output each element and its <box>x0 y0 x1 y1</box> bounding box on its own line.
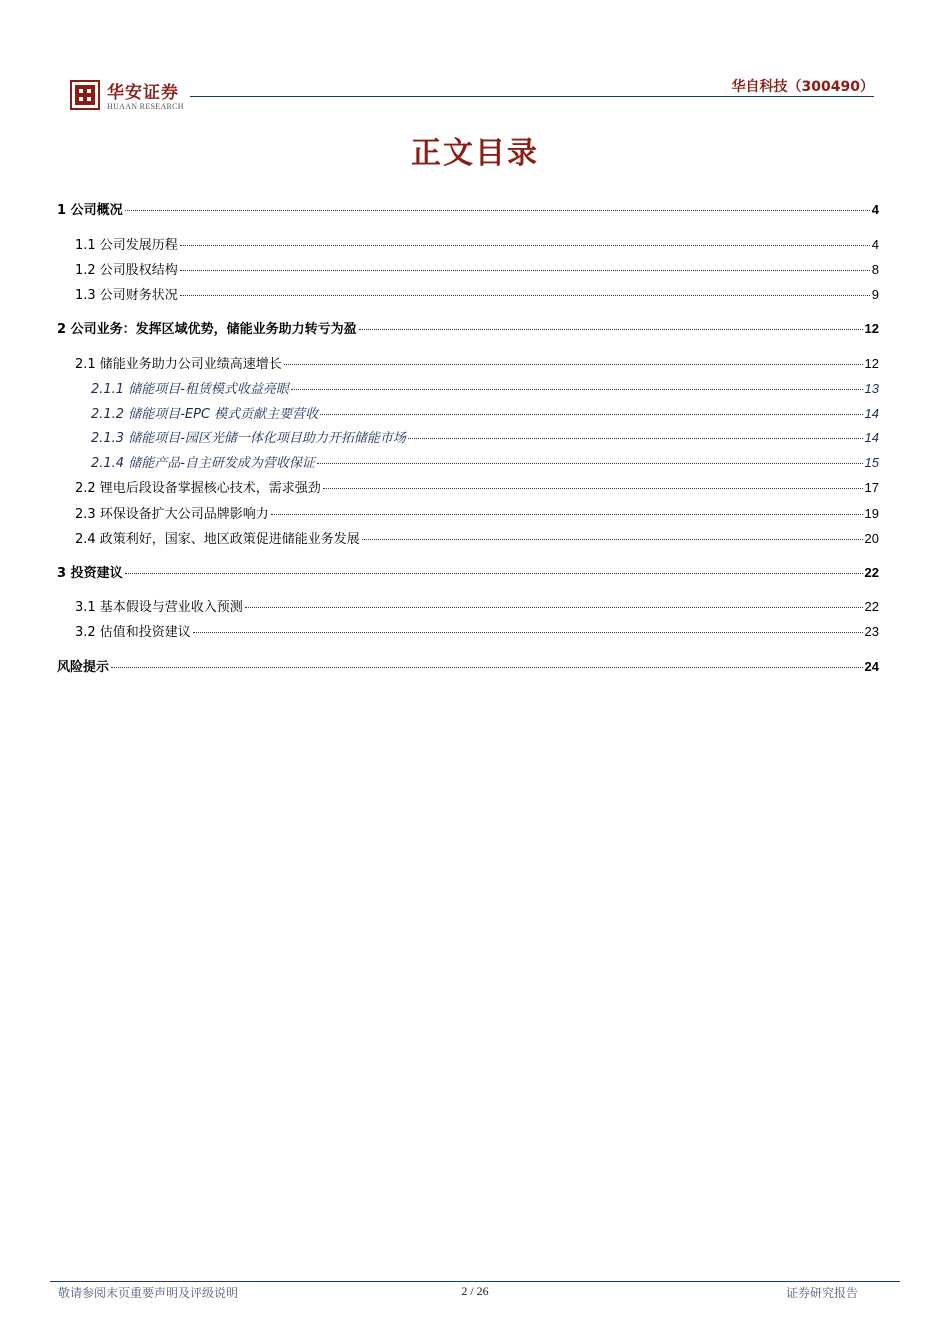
toc-entry[interactable] <box>75 355 879 374</box>
toc-leader-dots <box>245 607 863 608</box>
toc-entry-page: 20 <box>864 531 879 546</box>
toc-leader-dots <box>320 414 862 415</box>
toc-entry-page: 9 <box>871 287 879 302</box>
toc-entry-label: 2.2 锂电后段设备掌握核心技术，需求强劲 <box>75 481 321 496</box>
toc-leader-dots <box>359 329 863 330</box>
toc-leader-dots <box>125 210 870 211</box>
toc-entry-label: 1.3 公司财务状况 <box>75 288 178 303</box>
toc-entry-label: 3.1 基本假设与营业收入预测 <box>75 600 243 615</box>
toc-entry[interactable] <box>75 261 879 280</box>
toc-entry[interactable] <box>75 236 879 255</box>
toc-entry-label: 2.4 政策利好，国家、地区政策促进储能业务发展 <box>75 532 360 547</box>
toc-leader-dots <box>125 573 863 574</box>
logo-text-en: HUAAN RESEARCH <box>107 102 184 111</box>
company-name: 华自科技（300490） <box>731 79 874 95</box>
toc-leader-dots <box>291 389 863 390</box>
toc-leader-dots <box>284 364 863 365</box>
toc-entry-label: 2 公司业务：发挥区域优势，储能业务助力转亏为盈 <box>57 322 357 337</box>
toc-entry-page: 13 <box>864 381 879 396</box>
toc-entry-label: 2.1.1 储能项目-租赁模式收益亮眼 <box>91 382 289 397</box>
toc-entry-label: 2.1.4 储能产品-自主研发成为营收保证 <box>91 456 315 471</box>
toc-leader-dots <box>180 245 870 246</box>
page-title: 正文目录 <box>411 136 539 171</box>
toc-entry-page: 4 <box>871 237 879 252</box>
toc-entry-page: 12 <box>864 356 879 371</box>
header-divider <box>190 96 874 97</box>
logo-text-cn: 华安证券 <box>107 83 179 103</box>
toc-leader-dots <box>362 539 863 540</box>
toc-entry[interactable] <box>75 598 879 617</box>
toc-leader-dots <box>180 295 870 296</box>
toc-entry[interactable] <box>91 405 879 424</box>
toc-leader-dots <box>271 514 863 515</box>
footer-divider <box>50 1281 900 1282</box>
toc-entry[interactable] <box>57 658 879 677</box>
toc-entry-label: 1.1 公司发展历程 <box>75 238 178 253</box>
toc-entry-label: 1.2 公司股权结构 <box>75 263 178 278</box>
toc-entry-label: 1 公司概况 <box>57 203 123 218</box>
toc-entry-page: 17 <box>864 480 879 495</box>
toc-leader-dots <box>323 488 863 489</box>
toc-entry-page: 23 <box>864 624 879 639</box>
toc-entry-page: 15 <box>864 455 879 470</box>
toc-entry[interactable] <box>91 380 879 399</box>
toc-entry-page: 8 <box>871 262 879 277</box>
toc-entry[interactable] <box>75 286 879 305</box>
huaan-logo-icon <box>70 80 100 110</box>
toc-entry[interactable] <box>75 623 879 642</box>
toc-entry-label: 2.1 储能业务助力公司业绩高速增长 <box>75 357 282 372</box>
footer-disclaimer: 敬请参阅末页重要声明及评级说明 <box>58 1286 239 1300</box>
page-number: 2 / 26 <box>461 1284 489 1298</box>
toc-entry-page: 22 <box>864 565 879 580</box>
toc-entry[interactable] <box>91 429 879 448</box>
toc-entry-page: 4 <box>871 202 879 217</box>
toc-leader-dots <box>193 632 863 633</box>
toc-entry-label: 2.3 环保设备扩大公司品牌影响力 <box>75 507 269 522</box>
toc-entry-page: 14 <box>864 406 879 421</box>
toc-leader-dots <box>180 270 870 271</box>
toc-entry[interactable] <box>57 564 879 583</box>
toc-entry-page: 12 <box>864 321 879 336</box>
toc-entry-page: 22 <box>864 599 879 614</box>
toc-entry[interactable] <box>57 320 879 339</box>
toc-entry-label: 风险提示 <box>57 660 110 675</box>
toc-entry-label: 2.1.3 储能项目-园区光储一体化项目助力开拓储能市场 <box>91 431 406 446</box>
toc-entry-page: 24 <box>864 659 879 674</box>
footer-report-type: 证券研究报告 <box>785 1286 858 1300</box>
toc-entry[interactable] <box>75 505 879 524</box>
toc-entry[interactable] <box>91 454 879 473</box>
toc-entry-page: 19 <box>864 506 879 521</box>
toc-entry[interactable] <box>75 479 879 498</box>
toc-entry-label: 3.2 估值和投资建议 <box>75 625 191 640</box>
toc-leader-dots <box>111 667 863 668</box>
toc-entry[interactable] <box>57 201 879 220</box>
toc-leader-dots <box>408 438 863 439</box>
toc-leader-dots <box>317 463 863 464</box>
toc-entry-page: 14 <box>864 430 879 445</box>
toc-entry-label: 3 投资建议 <box>57 566 123 581</box>
toc-entry[interactable] <box>75 530 879 549</box>
toc-entry-label: 2.1.2 储能项目-EPC 模式贡献主要营收 <box>91 407 319 422</box>
